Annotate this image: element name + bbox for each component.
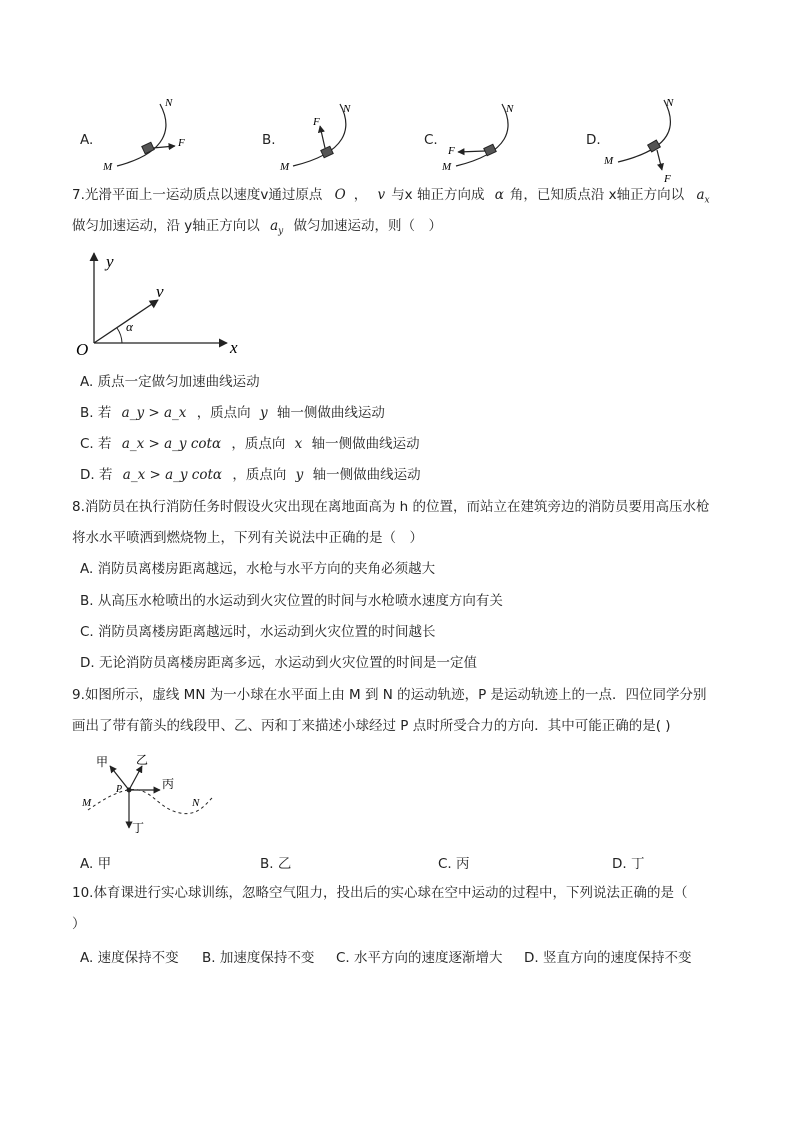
q10-option-a[interactable]: A. 速度保持不变 (80, 950, 179, 966)
q6-a-m-label: M (103, 161, 113, 173)
q9-option-d[interactable]: D. 丁 (612, 856, 645, 872)
q9-fig-p: P (116, 784, 123, 795)
q6-option-d-letter[interactable]: D. (586, 132, 601, 148)
q6-option-c-letter[interactable]: C. (424, 132, 438, 148)
q7-option-d-math: a_x > a_y cotα (122, 467, 223, 483)
q7-option-a[interactable]: A. 质点一定做匀加速曲线运动 (80, 374, 260, 390)
q10-option-c[interactable]: C. 水平方向的速度逐渐增大 (336, 950, 503, 966)
q6-a-f-label: F (178, 137, 185, 149)
q9-fig-m: M (82, 797, 92, 809)
q9-fig-ding: 丁 (132, 821, 145, 835)
q7-option-c[interactable]: C. 若 a_x > a_y cotα ，质点向 x 轴一侧做曲线运动 (80, 436, 420, 452)
q6-b-f-label: F (313, 116, 320, 128)
q10-stem-line2: ） (72, 916, 86, 932)
q9-option-c[interactable]: C. 丙 (438, 856, 470, 872)
q8-option-a[interactable]: A. 消防员离楼房距离越远，水枪与水平方向的夹角必须越大 (80, 561, 436, 577)
q9-option-a[interactable]: A. 甲 (80, 856, 112, 872)
q6-d-m-label: M (604, 155, 614, 167)
q9-option-b[interactable]: B. 乙 (260, 856, 292, 872)
q6-option-a-figure (95, 98, 215, 178)
q7-origin-o: O (334, 187, 346, 203)
q7-stem-line2 (72, 217, 442, 241)
q6-b-m-label: M (280, 161, 290, 173)
q7-ay: $a_y$ (270, 218, 284, 237)
q7-text-c: 与x 轴正方向成 (391, 187, 485, 203)
q7-figure (72, 245, 252, 360)
q10-stem-line1: 10.体育课进行实心球训练，忽略空气阻力，投出后的实心球在空中运动的过程中，下列说法正确的是（ (72, 885, 688, 901)
q7-fig-o-label: O (76, 340, 89, 359)
q9-fig-yi: 乙 (136, 753, 149, 767)
q6-c-f-label: F (448, 145, 455, 157)
q8-option-d[interactable]: D. 无论消防员离楼房距离多远，水运动到火灾位置的时间是一定值 (80, 655, 477, 671)
q7-fig-y-label: y (106, 252, 114, 271)
q7-text-b: ， (353, 187, 368, 203)
q6-option-b-letter[interactable]: B. (262, 132, 276, 148)
q6-option-d-figure (604, 94, 724, 184)
q6-a-n-label: N (165, 97, 173, 109)
q7-option-b[interactable]: B. 若 a_y > a_x ，质点向 y 轴一侧做曲线运动 (80, 405, 385, 421)
q7-ax: $a_x$ (696, 187, 710, 206)
q7-fig-x-label: x (230, 338, 238, 357)
q6-d-n-label: N (666, 97, 674, 109)
q6-d-f-label: F (664, 173, 671, 185)
q8-option-c[interactable]: C. 消防员离楼房距离越远时，水运动到火灾位置的时间越长 (80, 624, 436, 640)
q10-option-b[interactable]: B. 加速度保持不变 (202, 950, 315, 966)
q9-figure (80, 748, 230, 838)
q7-velocity-v: v (377, 187, 386, 203)
q7-text-a: 7.光滑平面上一运动质点以速度v通过原点 (72, 187, 323, 203)
q7-fig-v-label: v (156, 282, 164, 301)
q9-fig-bing: 丙 (162, 777, 175, 791)
q7-option-c-math: a_x > a_y cotα (121, 436, 222, 452)
q9-stem-line2: 画出了带有箭头的线段甲、乙、丙和丁来描述小球经过 P 点时所受合力的方向．其中可能正确的是( ) (72, 718, 671, 734)
q6-option-b-figure (275, 98, 395, 178)
q8-stem-line1: 8.消防员在执行消防任务时假设火灾出现在离地面高为 h 的位置，而站立在建筑旁边的消防员要用高压水枪 (72, 499, 710, 515)
q6-option-a-letter[interactable]: A. (80, 132, 94, 148)
q7-option-d[interactable]: D. 若 a_x > a_y cotα ，质点向 y 轴一侧做曲线运动 (80, 467, 421, 483)
q7-fig-alpha-label: α (126, 319, 133, 334)
q6-c-m-label: M (442, 161, 452, 173)
q9-fig-jia: 甲 (96, 755, 109, 769)
q6-option-c-figure (440, 98, 560, 178)
q9-fig-n: N (192, 797, 200, 809)
q7-text-f: 做匀加速运动，则（ ） (293, 218, 443, 234)
q6-c-n-label: N (506, 103, 514, 115)
q7-stem-line1 (72, 186, 710, 210)
q8-stem-line2: 将水水平喷洒到燃烧物上，下列有关说法中正确的是（ ） (72, 530, 423, 546)
q6-b-n-label: N (343, 103, 351, 115)
q9-stem-line1: 9.如图所示，虚线 MN 为一小球在水平面上由 M 到 N 的运动轨迹，P 是运动轨迹上的一点．四位同学分别 (72, 687, 707, 703)
q7-text-d: 角，已知质点沿 x轴正方向以 (509, 187, 685, 203)
q7-text-e: 做匀加速运动，沿 y轴正方向以 (72, 218, 260, 234)
q7-angle-alpha: α (494, 187, 504, 203)
q8-option-b[interactable]: B. 从高压水枪喷出的水运动到火灾位置的时间与水枪喷水速度方向有关 (80, 593, 503, 609)
q7-option-b-math: a_y > a_x (121, 405, 187, 421)
q10-option-d[interactable]: D. 竖直方向的速度保持不变 (524, 950, 692, 966)
